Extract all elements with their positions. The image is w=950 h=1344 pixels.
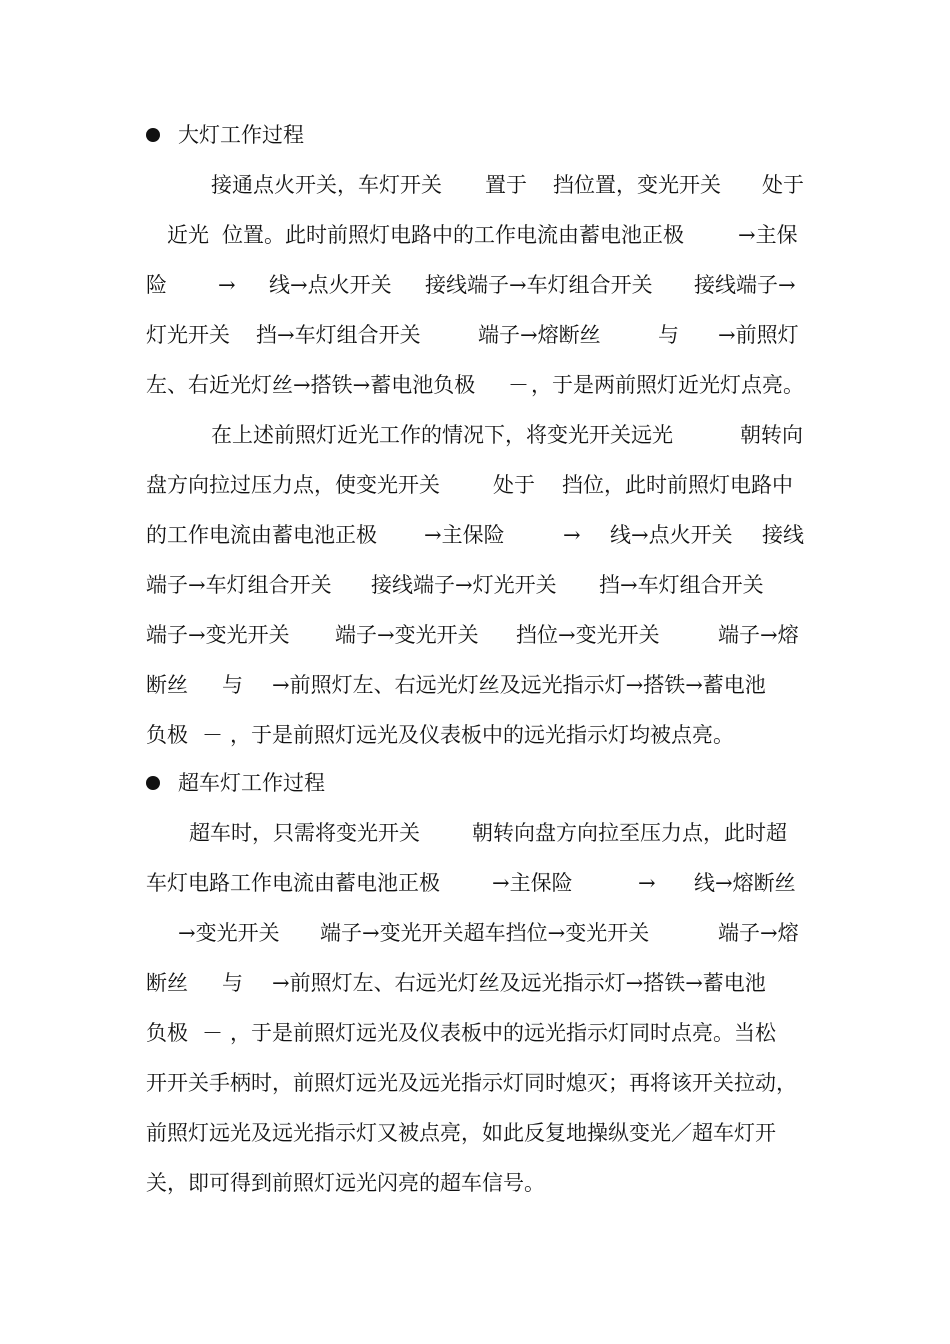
text-segment: 端子→变光开关 [146, 623, 290, 647]
text-segment: 险 [146, 273, 167, 297]
paragraph-line [0, 619, 950, 651]
text-segment: 处于 [762, 173, 804, 197]
text-segment: 负极 [146, 723, 188, 747]
paragraph-line [0, 269, 950, 301]
text-segment: →主保险 [492, 871, 573, 895]
text-segment: 处于 [493, 473, 535, 497]
text-segment: 的工作电流由蓄电池正极 [146, 523, 377, 547]
text-segment: 断丝 [146, 673, 188, 697]
text-segment: 接线 [762, 523, 804, 547]
text-segment: 挡位置，变光开关 [553, 173, 721, 197]
paragraph-line [0, 519, 950, 551]
paragraph-line [0, 169, 950, 201]
text-segment: 开开关手柄时，前照灯远光及远光指示灯同时熄灭；再将该开关拉动， [146, 1071, 797, 1095]
text-segment: 接通点火开关，车灯开关 [211, 173, 442, 197]
text-segment: 端子→变光开关 [335, 623, 479, 647]
text-segment: 端子→车灯组合开关 [146, 573, 332, 597]
text-segment: ，于是两前照灯近光灯点亮。 [531, 373, 804, 397]
text-segment: →前照灯左、右远光灯丝及远光指示灯→搭铁→蓄电池 [272, 971, 766, 995]
text-segment: → [563, 523, 581, 547]
text-segment: － [508, 373, 529, 397]
section-heading-overtaking [0, 767, 950, 799]
text-segment: 挡位→变光开关 [516, 623, 660, 647]
text-segment: 端子→熔 [718, 921, 799, 945]
text-segment: ，于是前照灯远光及仪表板中的远光指示灯均被点亮。 [230, 723, 734, 747]
paragraph-line [0, 469, 950, 501]
text-segment: 与 [222, 673, 243, 697]
text-segment: 车灯电路工作电流由蓄电池正极 [146, 871, 440, 895]
paragraph-line [0, 219, 950, 251]
paragraph-line [0, 569, 950, 601]
text-segment: ，于是前照灯远光及仪表板中的远光指示灯同时点亮。当松 [230, 1021, 776, 1045]
text-segment: 置于 [485, 173, 527, 197]
text-segment: 端子→变光开关超车挡位→变光开关 [320, 921, 650, 945]
text-segment: 与 [658, 323, 679, 347]
paragraph-line [0, 817, 950, 849]
paragraph-line [0, 669, 950, 701]
text-segment: 朝转向 [740, 423, 803, 447]
text-segment: 左、右近光灯丝→搭铁→蓄电池负极 [146, 373, 476, 397]
text-segment: 线→熔断丝 [694, 871, 796, 895]
text-segment: 灯光开关 [146, 323, 230, 347]
text-segment: →前照灯 [718, 323, 799, 347]
text-segment: 挡位，此时前照灯电路中 [562, 473, 793, 497]
paragraph-line [0, 1017, 950, 1049]
paragraph-line [0, 419, 950, 451]
text-segment: 盘方向拉过压力点，使变光开关 [146, 473, 440, 497]
text-segment: 超车时，只需将变光开关 [189, 821, 420, 845]
paragraph-line [0, 917, 950, 949]
paragraph-line [0, 867, 950, 899]
text-segment: 负极 [146, 1021, 188, 1045]
text-segment: →前照灯左、右远光灯丝及远光指示灯→搭铁→蓄电池 [272, 673, 766, 697]
text-segment: 接线端子→灯光开关 [371, 573, 557, 597]
text-segment: 挡→车灯组合开关 [256, 323, 421, 347]
text-segment: 接线端子→车灯组合开关 [425, 273, 653, 297]
text-segment: 挡→车灯组合开关 [599, 573, 764, 597]
text-segment: → [218, 273, 236, 297]
text-segment: →变光开关 [178, 921, 280, 945]
text-segment: 断丝 [146, 971, 188, 995]
text-segment: 关，即可得到前照灯远光闪亮的超车信号。 [146, 1171, 545, 1195]
text-segment: →主保 [738, 223, 798, 247]
text-segment: → [638, 871, 656, 895]
paragraph-line [0, 1067, 950, 1099]
text-segment: →主保险 [424, 523, 505, 547]
paragraph-line [0, 967, 950, 999]
section-heading-headlight [0, 119, 950, 151]
paragraph-line [0, 719, 950, 751]
bullet-icon [146, 776, 160, 790]
text-segment: 在上述前照灯近光工作的情况下，将变光开关远光 [211, 423, 673, 447]
text-segment: 近光 [167, 223, 209, 247]
paragraph-line [0, 369, 950, 401]
paragraph-line [0, 319, 950, 351]
text-segment: 位置。此时前照灯电路中的工作电流由蓄电池正极 [222, 223, 684, 247]
text-segment: 前照灯远光及远光指示灯又被点亮，如此反复地操纵变光／超车灯开 [146, 1121, 776, 1145]
text-segment: 朝转向盘方向拉至压力点，此时超 [472, 821, 787, 845]
text-segment: 线→点火开关 [269, 273, 392, 297]
text-segment: 端子→熔断丝 [478, 323, 601, 347]
text-segment: 与 [222, 971, 243, 995]
text-segment: － [202, 1021, 223, 1045]
text-segment: － [202, 723, 223, 747]
paragraph-line [0, 1167, 950, 1199]
paragraph-line [0, 1117, 950, 1149]
bullet-icon [146, 128, 160, 142]
heading-text: 大灯工作过程 [178, 123, 304, 147]
text-segment: 接线端子→ [694, 273, 796, 297]
text-segment: 端子→熔 [718, 623, 799, 647]
text-segment: 线→点火开关 [610, 523, 733, 547]
heading-text: 超车灯工作过程 [178, 771, 325, 795]
